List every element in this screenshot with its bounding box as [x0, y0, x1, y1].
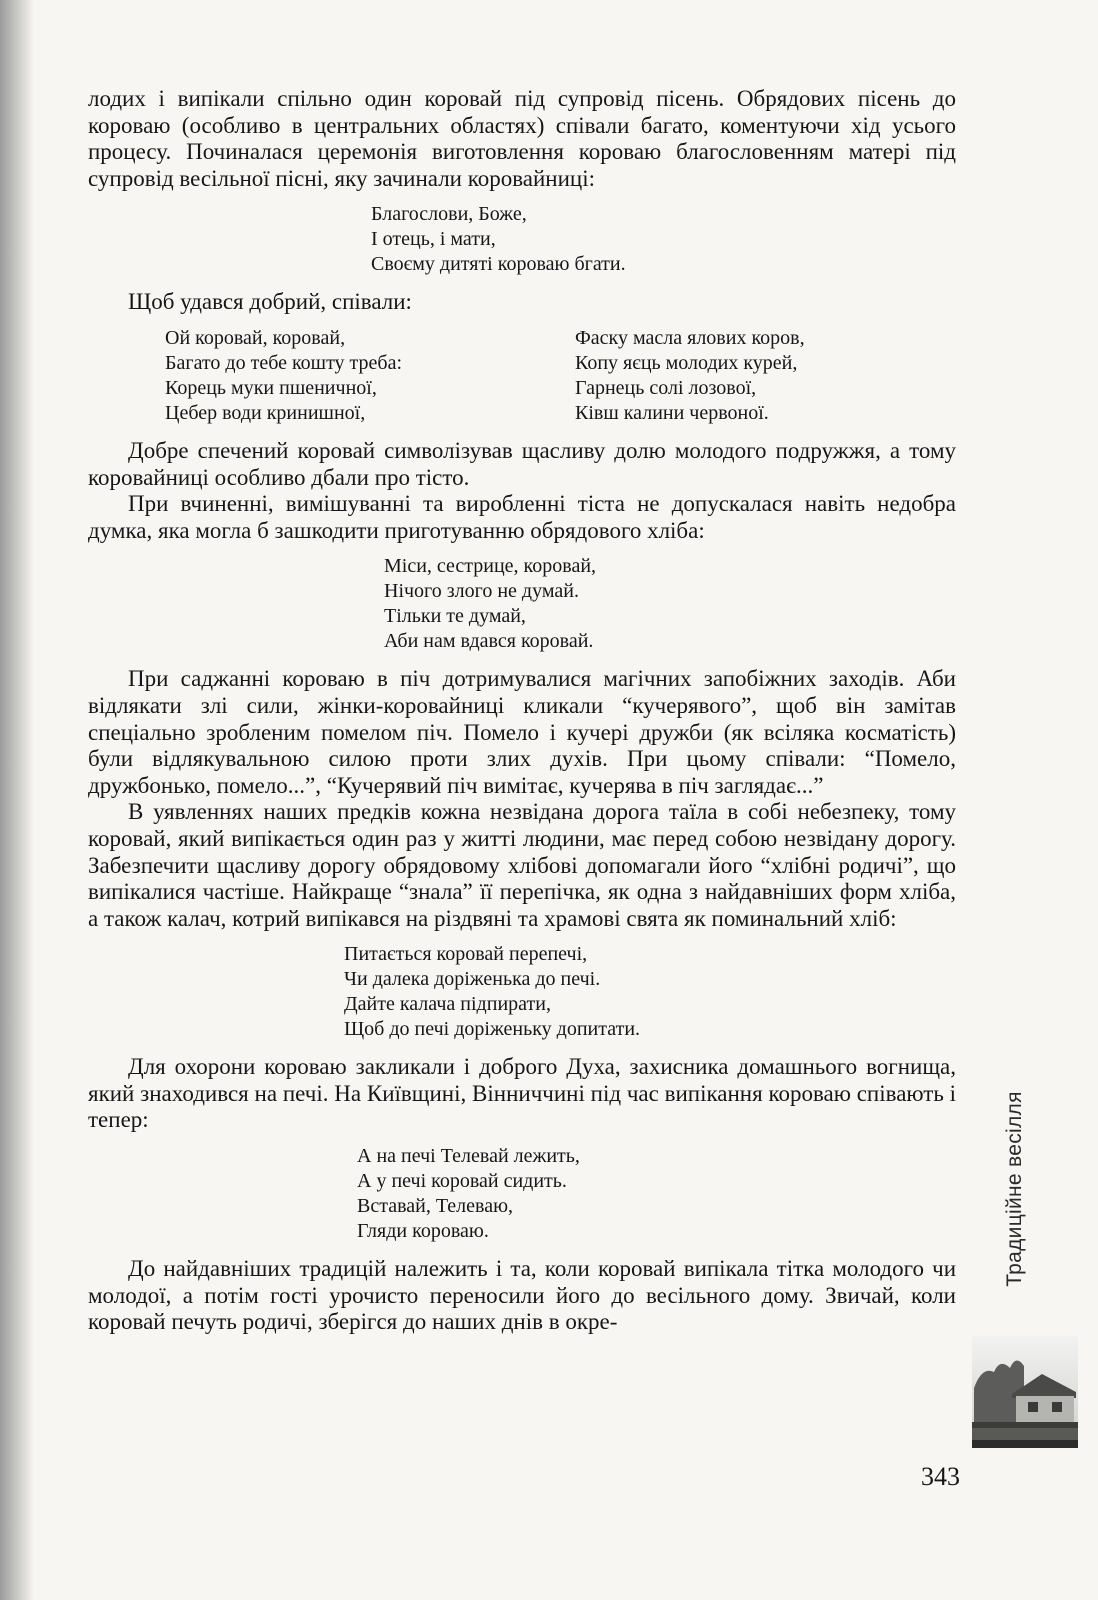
verse-line: Копу яєць молодих курей, — [575, 351, 798, 374]
verse-line: Аби нам вдався коровай. — [384, 630, 594, 653]
verse-korovai — [165, 326, 956, 426]
verse-line: Благослови, Боже, — [371, 203, 527, 226]
verse-line: Ой коровай, коровай, — [165, 326, 346, 349]
verse-line: Багато до тебе кошту треба: — [165, 351, 403, 374]
verse-line: Цебер води кринишної, — [165, 401, 366, 424]
verse-korovai-right — [575, 326, 805, 426]
paragraph-6: В уявленнях наших предків кожна незвідана дорога таїла в собі небезпеку, тому коровай, який випікається один раз у житті людини, має перед собою незвідану дорогу. Забезпечити щасливу дорогу обрядовому хлібові допомагали його “хлібні родичі”, що випікалися частіше. Найкраще “знала” її перепічка, як одна з найдавніших форм хліба, а також калач, котрий випікався на різдвяні та храмові свята як поминальний хліб: — [88, 799, 956, 931]
book-spine-shadow — [0, 0, 34, 1600]
verse-line: Ківш калини червоної. — [575, 401, 769, 424]
verse-line: А на печі Телевай лежить, — [357, 1145, 580, 1168]
verse-line: Гляди короваю. — [357, 1220, 489, 1243]
verse-line: Чи далека доріженька до печі. — [344, 968, 601, 991]
verse-line: Дайте калача підпирати, — [344, 993, 551, 1016]
page-body — [88, 86, 956, 1336]
paragraph-3: Добре спечений коровай символізував щасливу долю молодого подружжя, а тому коровайниці особливо дбали про тісто. — [88, 437, 956, 490]
verse-line: Тільки те думай, — [384, 605, 526, 628]
paragraph-1: лодих і випікали спільно один коровай під супровід пісень. Обрядових пісень до короваю (особливо в центральних областях) співали багато, коментуючи хід усього процесу. Починалася церемонія виготовлення короваю благословенням матері під супровід весільної пісні, яку зачинали коровайниці: — [88, 86, 956, 191]
verse-line: Вставай, Телеваю, — [357, 1195, 514, 1218]
paragraph-7: Для охорони короваю закликали і доброго Духа, захисника домашнього вогнища, який знаходився на печі. На Київщині, Вінниччині під час випікання короваю співають і тепер: — [88, 1054, 956, 1133]
verse-mix — [384, 554, 956, 654]
paragraph-5: При саджанні короваю в піч дотримувалися магічних запобіжних заходів. Аби відлякати злі сили, жінки-коровайниці кликали “кучерявого”, щоб він замітав спеціально зробленим помелом піч. Помело і кучері дружби (як всіляка косматість) були відлякувальною силою проти злих духів. При цьому співали: “Помело, дружбонько, помело...”, “Кучерявий піч вимітає, кучерява в піч заглядає...” — [88, 666, 956, 798]
verse-perepich — [344, 942, 956, 1042]
verse-line: Міси, сестрице, коровай, — [384, 555, 597, 578]
verse-line: Фаску масла ялових коров, — [575, 326, 805, 349]
verse-televai — [357, 1144, 956, 1244]
paragraph-4: При вчиненні, вимішуванні та виробленні тіста не допускалася навіть недобра думка, яка могла б зашкодити приготуванню обрядового хліба: — [88, 491, 956, 543]
verse-line: Корець муки пшеничної, — [165, 376, 377, 399]
verse-line: Гарнець солі лозової, — [575, 376, 757, 399]
paragraph-8: До найдавніших традицій належить і та, коли коровай випікала тітка молодого чи молодої, а потім гості урочисто переносили його до весільного дому. Звичай, коли коровай печуть родичі, зберігся до наших днів в окре- — [88, 1256, 956, 1335]
verse-line: І отець, і мати, — [371, 228, 496, 251]
verse-line: Щоб до печі доріженьку допитати. — [344, 1018, 641, 1041]
page-number: 343 — [921, 1462, 960, 1491]
village-house-thumbnail-icon — [972, 1336, 1078, 1448]
verse-korovai-left — [165, 326, 575, 426]
verse-line: Нічого злого не думай. — [384, 580, 579, 603]
verse-blessing — [371, 202, 956, 277]
paragraph-2: Щоб удався добрий, співали: — [128, 289, 412, 315]
section-side-title-text: Традиційне весілля — [1003, 1091, 1027, 1287]
verse-line: Питається коровай перепечі, — [344, 943, 588, 966]
section-side-title — [998, 1076, 1032, 1302]
verse-line: А у печі коровай сидить. — [357, 1170, 567, 1193]
verse-line: Своєму дитяті короваю бгати. — [371, 253, 626, 276]
